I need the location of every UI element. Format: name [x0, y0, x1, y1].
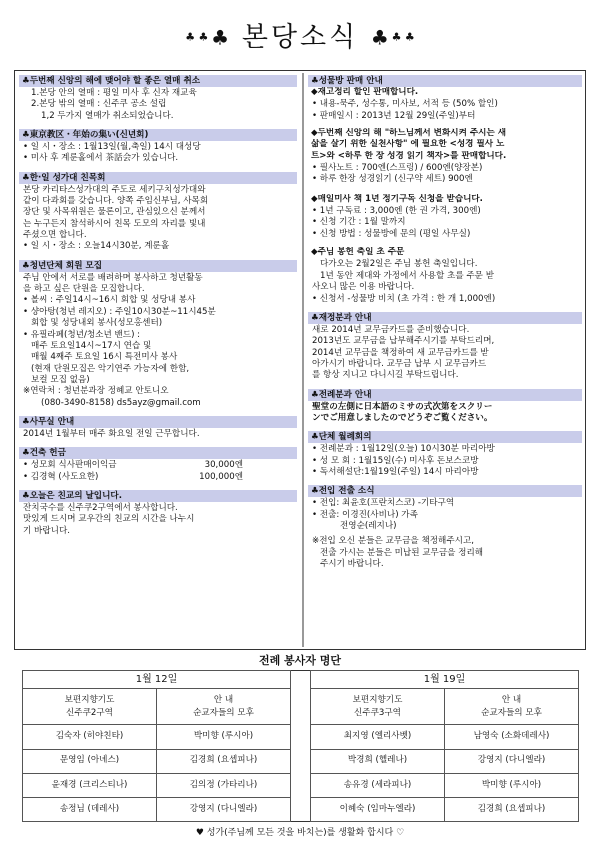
text-line: 주님 안에서 서로를 배려하며 봉사하고 청년활동: [23, 272, 203, 283]
text-line: 장단 및 사목위원은 물론이고, 관심있으신 분께서: [23, 207, 206, 218]
rota-role: [445, 689, 579, 725]
text-line: • 신청 기간 : 1월 말까지: [312, 217, 406, 228]
section-heading: ♣전입 전출 소식: [308, 485, 582, 497]
text-line: 는 누구든지 참석하시어 친목 도모의 자리를 빛내: [23, 218, 206, 229]
rota-gap: [291, 671, 311, 689]
news-frame: [14, 70, 586, 650]
text-line: 주셨으면 합니다.: [23, 230, 87, 241]
text-line: • 전입: 최윤호(프란치스코) -기타구역: [312, 498, 455, 509]
section-heading: ♣성물방 판매 안내: [308, 75, 582, 87]
section-heading: ♣전례분과 안내: [308, 389, 582, 401]
section-heading: ♣청년단체 회원 모집: [19, 260, 297, 272]
volunteer-cell: 강영지 (다니엘라): [445, 749, 579, 773]
subheading: ◆두번째 신앙의 해 "하느님께서 변화시켜 주시는 새: [311, 128, 507, 139]
text-line: 회합 및 성당내외 봉사(성모홍센터): [31, 318, 163, 329]
section-choir: [19, 172, 297, 253]
section-meetings: [308, 431, 582, 478]
text-line: 같이 다과회를 갖습니다. 양쪽 주임신부님, 사목회: [23, 196, 209, 207]
text-line: 잔치국수를 신주쿠2구역에서 봉사합니다.: [23, 502, 178, 513]
role-group: 순교자들의 모후: [193, 707, 254, 718]
text-line: • 볼씨 : 주일14시~16시 회합 및 성당내 봉사: [23, 295, 196, 306]
volunteer-cell: 박미향 (루시아): [445, 773, 579, 797]
text-line: 본당 카리타스성가대의 주도로 세키구치성가대와: [23, 184, 206, 195]
text-line: 2013년도 교무금을 납부해주시기를 부탁드리며,: [312, 336, 495, 347]
volunteer-cell: 최지영 (엘리사벳): [311, 725, 445, 749]
rota-gap: [291, 797, 311, 821]
rota-role: [157, 689, 291, 725]
text-line: • 내용-묵주, 성수통, 미사보, 서적 등 (50% 할인): [312, 99, 498, 110]
text-line: 주시기 바랍니다.: [320, 559, 384, 569]
text-line: ※연락처 : 청년분과장 정혜교 안토니오: [23, 386, 169, 397]
rota-gap: [291, 689, 311, 725]
volunteer-cell: 남영숙 (소화데레사): [445, 725, 579, 749]
section-building-fund: [19, 447, 297, 483]
text-line: (현재 단원모집은 악기연주 가능자에 한함,: [31, 363, 190, 374]
subheading: 삶을 살기 위한 실천사항" 에 필요한 <성경 필사 노: [311, 139, 505, 150]
donor-name: • 김경혁 (사도요한): [23, 471, 99, 482]
section-office: [19, 416, 297, 440]
volunteer-cell: 강영지 (다니엘라): [157, 797, 291, 821]
text-line: • 전출: 이경진(사비나) 가족: [312, 509, 418, 520]
text-line: 매주 토요일14시~17시 연습 및: [31, 340, 152, 351]
text-line: 다가오는 2월2일은 주님 봉헌 축일입니다.: [320, 259, 478, 270]
text-line: 새로 2014년 교무금카드를 준비했습니다.: [312, 324, 470, 335]
rota-gap: [291, 749, 311, 773]
volunteer-cell: 김경희 (요셉피나): [445, 797, 579, 821]
section-heading: ♣두번째 신앙의 해에 맺어야 할 좋은 열매 취소: [19, 75, 297, 87]
text-line: • 일 시・장소 : 1월13일(월,축일) 14시 대성당: [23, 142, 201, 153]
rota-gap: [291, 725, 311, 749]
subheading: 트>와 <하루 한 장 성경 읽기 책자>를 판매합니다.: [311, 150, 507, 161]
text-line: 을 하고 싶은 단원을 모집합니다.: [23, 284, 145, 295]
volunteer-cell: 김숙자 (히야친타): [23, 725, 157, 749]
role-name: 보편지향기도: [64, 694, 115, 705]
volunteer-cell: 박경희 (헬레나): [311, 749, 445, 773]
section-heading: ♣건축 헌금: [19, 447, 297, 459]
role-name: 안 내: [213, 694, 234, 705]
donation-amount: 30,000엔: [204, 460, 243, 471]
table-row: [23, 797, 579, 821]
text-line: 2014년 1월부터 매주 화요일 전일 근무합니다.: [23, 428, 200, 439]
text-line: 전출 가시는 분들은 미납된 교무금을 정리해: [320, 547, 484, 558]
volunteer-cell: 박미향 (루시아): [157, 725, 291, 749]
text-line: 2.본당 밖의 열매 : 신주쿠 공소 설립: [31, 99, 167, 110]
volunteer-cell: 김의정 (가타리나): [157, 773, 291, 797]
subheading: ◆매일미사 책 1년 정기구독 신청을 받습니다.: [311, 193, 483, 204]
volunteer-cell: 김경희 (요셉피나): [157, 749, 291, 773]
clubs-icon: ♣: [370, 25, 389, 50]
section-youth: [19, 260, 297, 409]
column-divider: [302, 73, 304, 647]
text-line: • 일 시・장소 : 오늘14시30분, 계룬홀: [23, 241, 170, 252]
text-line: • 판매일시 : 2013년 12월 29일(주일)부터: [312, 110, 476, 121]
text-line: 맛있게 드시며 교우간의 친교의 시간을 나누시: [23, 514, 195, 525]
contact-info: (080-3490-8158) ds5ayz@gmail.com: [41, 397, 201, 408]
text-line: • 하루 한장 성경읽기 (신구약 세트) 900엔: [312, 174, 473, 185]
text-line: 아가시기 바랍니다. 교무금 납부 시 교무금카드: [312, 358, 487, 369]
text-line: 1.본당 안의 열매 : 평일 미사 후 신자 재교육: [31, 88, 197, 98]
section-transfers: [308, 485, 582, 570]
rota-role: [23, 689, 157, 725]
section-shop: [308, 75, 582, 305]
donation-amount: 100,000엔: [199, 471, 243, 482]
title-text: 본당소식: [241, 22, 359, 53]
page-title: [0, 20, 600, 56]
rota-table: [22, 670, 579, 822]
section-heading: ♣한·일 성가대 친목회: [19, 172, 297, 184]
volunteer-cell: 이혜숙 (임마누엘라): [311, 797, 445, 821]
rota-title: 전례 봉사자 명단: [258, 654, 342, 667]
section-heading: ♣사무실 안내: [19, 416, 297, 428]
text-line: • 독서해설단:1월19일(주일) 14시 마리아방: [312, 466, 479, 477]
text-line: 를 항상 지니고 다니시길 부탁드립니다.: [312, 370, 459, 381]
text-line: • 미사 후 계룬홀에서 茶話会가 있습니다.: [23, 153, 179, 164]
role-group: 신주쿠3구역: [354, 707, 401, 718]
role-name: 보편지향기도: [352, 694, 403, 705]
volunteer-cell: 윤재경 (크리스티나): [23, 773, 157, 797]
role-group: 신주쿠2구역: [66, 707, 113, 718]
text-line: 사오니 많은 이용 바랍니다.: [312, 282, 415, 293]
rota-gap: [291, 773, 311, 797]
text-line: ※전입 오신 분들은 교무금을 책정해주시고,: [312, 536, 474, 547]
text-line: • 1년 구독료 : 3,000엔 (한 권 가격, 300엔): [312, 206, 481, 217]
subheading: ◆재고정리 할인 판매합니다.: [311, 87, 419, 97]
text-line: ンでご用意しましたのでどうぞご覧ください。: [312, 412, 493, 423]
text-line: 전영순(레지나): [340, 520, 397, 531]
rota-role: [311, 689, 445, 725]
section-heading: ♣단체 월례회의: [308, 431, 582, 443]
section-heading: ♣東京教区・年始の集い(신년회): [19, 129, 297, 141]
volunteer-cell: 송유경 (세라피나): [311, 773, 445, 797]
donor-name: • 성모회 식사판매이익금: [23, 460, 117, 471]
role-group: 순교자들의 모후: [481, 707, 542, 718]
table-row: [23, 773, 579, 797]
text-line: 2014년 교무금을 책정하여 새 교무금카드를 받: [312, 347, 489, 358]
rota-role-row: [23, 689, 579, 725]
text-line: • 신청 방법 : 성물방에 문의 (평일 사무실): [312, 228, 471, 239]
footer-motto: ♥ 성가(주님께 모든 것을 바치는)를 생활화 합시다 ♡: [195, 828, 405, 838]
subheading: ◆주님 봉헌 축일 초 주문: [311, 247, 405, 258]
text-line: 1년 동안 제대와 가정에서 사용할 초를 주문 받: [320, 270, 495, 281]
text-line: 매월 4째주 토요일 16시 특전미사 봉사: [31, 352, 178, 363]
role-name: 안 내: [501, 694, 522, 705]
text-line: • 샹아탕(청년 레지오) : 주일10시30분~11시45분: [23, 306, 216, 317]
table-row: [23, 749, 579, 773]
section-new-year-meeting: [19, 129, 297, 165]
section-faith-year: [19, 75, 297, 122]
text-line: 기 바랍니다.: [23, 525, 70, 536]
volunteer-cell: 문영임 (아녜스): [23, 749, 157, 773]
section-fellowship: [19, 490, 297, 537]
clubs-icon: ♣ ♣: [391, 30, 415, 44]
rota-date: 1월 12일: [23, 671, 291, 689]
rota-date: 1월 19일: [311, 671, 579, 689]
section-finance: [308, 312, 582, 382]
text-line: 보컬 모집 없음): [31, 374, 90, 385]
clubs-icon: ♣: [211, 25, 230, 50]
section-liturgy: [308, 389, 582, 425]
text-line: • 신청서 -성물방 비치 (초 가격 : 한 개 1,000엔): [312, 293, 496, 304]
section-heading: ♣재정분과 안내: [308, 312, 582, 324]
text-line: 聖堂の左側に日本語のミサの式次第をスクリー: [312, 401, 493, 412]
donation-row: [23, 472, 294, 483]
rota-date-row: [23, 671, 579, 689]
table-row: [23, 725, 579, 749]
left-column: [19, 75, 297, 544]
donation-row: [23, 460, 294, 471]
clubs-icon: ♣ ♣: [185, 30, 209, 44]
text-line: • 유필라페(청년/청소년 밴드) :: [23, 329, 141, 340]
volunteer-cell: 송정님 (데레사): [23, 797, 157, 821]
text-line: 1,2 두가지 열매가 취소되었습니다.: [41, 110, 174, 121]
section-heading: ♣오늘은 친교의 날입니다.: [19, 490, 297, 502]
text-line: • 전례분과 : 1월12일(오늘) 10시30분 마리아방: [312, 444, 495, 455]
right-column: [308, 75, 582, 577]
text-line: • 필사노트 : 700엔(스프링) / 600엔(양장본): [312, 163, 483, 174]
text-line: • 성 모 회 : 1월15일(수) 미사후 돈보스코방: [312, 455, 479, 466]
